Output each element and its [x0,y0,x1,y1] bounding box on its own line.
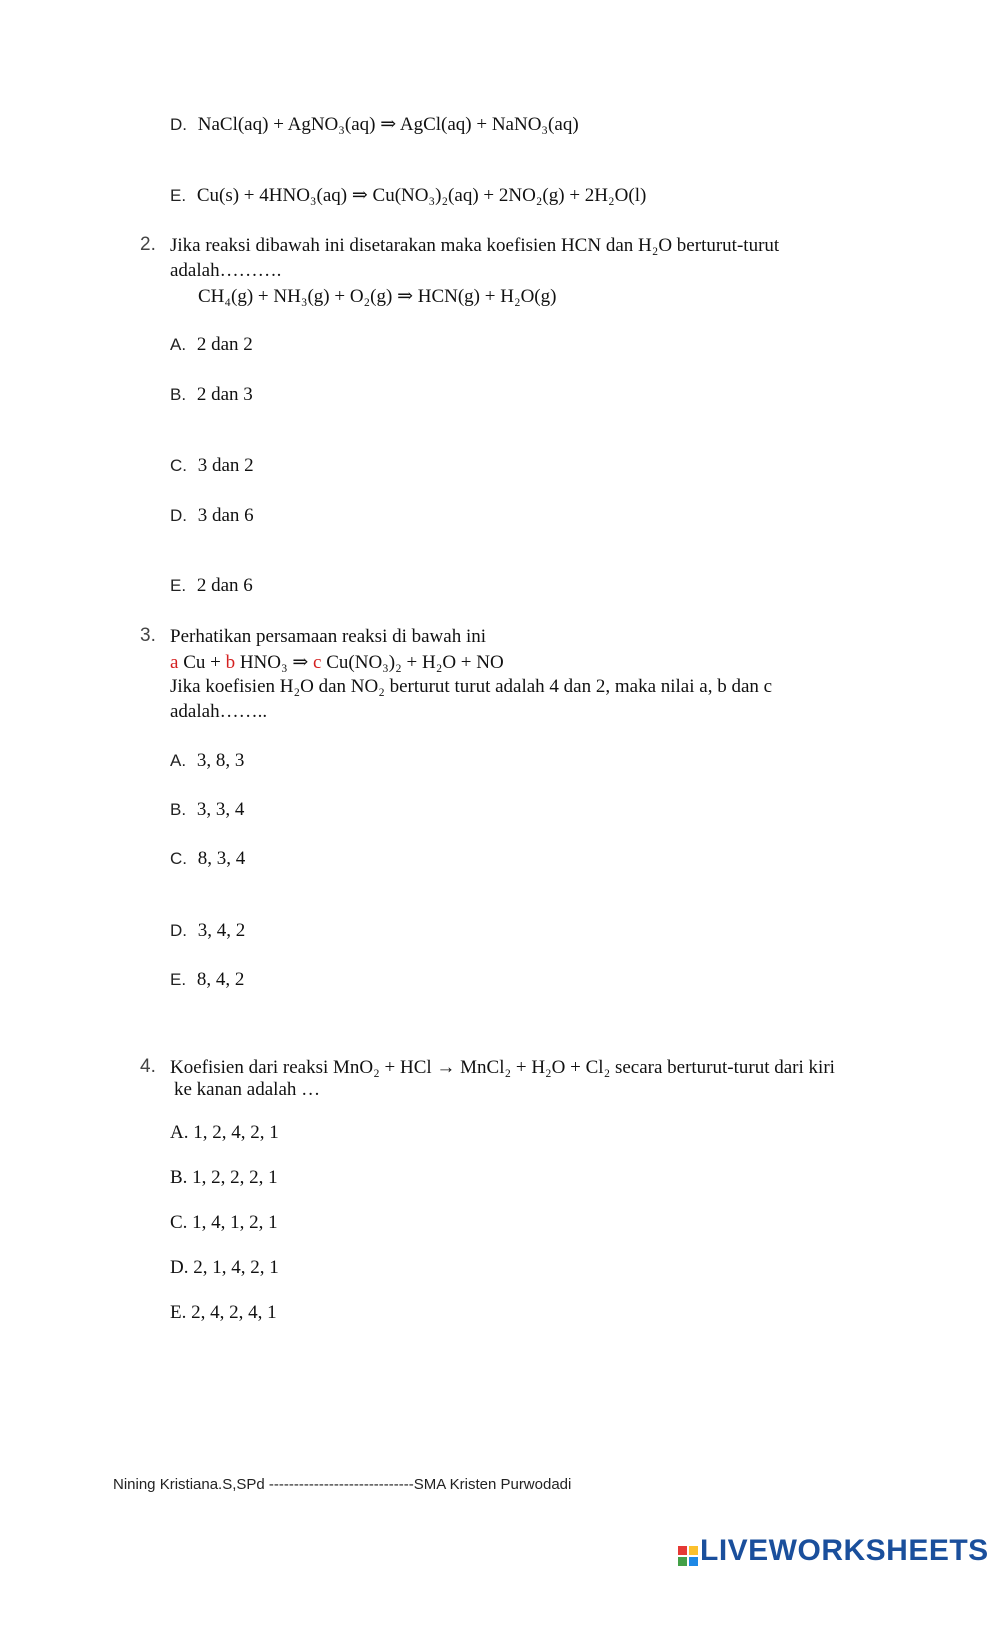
logo-square [689,1557,698,1566]
coef-a: a [170,652,179,673]
option-label: E. [170,970,187,989]
q4-option-e[interactable]: E. 2, 4, 2, 4, 1 [170,1302,277,1323]
q4-text-line2: ke kanan adalah … [174,1079,321,1100]
option-label: B. [170,385,187,404]
q3-text-line3: adalah…….. [170,701,268,722]
eq-part: HNO₃ ⇒ [239,652,309,673]
option-text: 3 dan 6 [197,505,254,526]
option-label: A. [170,751,187,770]
q2-option-c[interactable] [170,455,254,477]
q3-equation [170,651,504,674]
option-label: C. [170,456,187,475]
logo-grid-icon [678,1546,698,1566]
q1-option-d [170,113,579,136]
q2-text-line2: adalah………. [170,260,282,281]
option-label: D. [170,115,187,134]
logo-square [678,1546,687,1555]
q4-option-c[interactable]: C. 1, 4, 1, 2, 1 [170,1212,278,1233]
q1-option-e [170,184,646,207]
q3-option-c[interactable] [170,848,245,870]
option-text: 2 dan 3 [196,384,253,405]
q3-text-line2: Jika koefisien H₂O dan NO₂ berturut turut adalah 4 dan 2, maka nilai a, b dan c [170,676,773,697]
q2-option-a[interactable] [170,334,253,356]
option-text: Cu(s) + 4HNO₃(aq) ⇒ Cu(NO₃)₂(aq) + 2NO₂(g) + 2H₂O(l) [196,185,647,206]
q4-text-line1: Koefisien dari reaksi MnO₂ + HCl → MnCl₂ + H₂O + Cl₂ secara berturut-turut dari kiri [170,1057,835,1078]
q4-option-d[interactable]: D. 2, 1, 4, 2, 1 [170,1257,279,1278]
eq-part: Cu + [183,652,221,673]
option-text: 2 dan 2 [196,334,253,355]
q4-number: 4. [140,1056,156,1077]
option-text: 2 dan 6 [196,575,253,596]
q3-option-b[interactable] [170,799,244,821]
option-text: 3, 4, 2 [197,920,246,941]
q2-text-line1: Jika reaksi dibawah ini disetarakan maka koefisien HCN dan H₂O berturut-turut [170,235,780,256]
q2-option-d[interactable] [170,505,254,527]
option-label: B. [170,800,187,819]
q4-option-a[interactable]: A. 1, 2, 4, 2, 1 [170,1122,279,1143]
q2-option-b[interactable] [170,384,253,406]
q4-option-b[interactable]: B. 1, 2, 2, 2, 1 [170,1167,278,1188]
option-text: 8, 3, 4 [197,848,246,869]
logo-square [689,1546,698,1555]
q3-option-a[interactable] [170,750,244,772]
option-label: A. [170,335,187,354]
liveworksheets-logo[interactable] [678,1534,989,1568]
logo-square [678,1557,687,1566]
brand-name: LIVEWORKSHEETS [700,1534,989,1567]
option-label: D. [170,506,187,525]
option-label: E. [170,576,187,595]
option-text: 8, 4, 2 [196,969,245,990]
coef-c: c [313,652,322,673]
q3-text-line1: Perhatikan persamaan reaksi di bawah ini [170,626,487,647]
coef-b: b [225,652,236,673]
page-footer: Nining Kristiana.S,SPd -----------------------------SMA Kristen Purwodadi [113,1476,572,1493]
option-label: D. [170,921,187,940]
q2-option-e[interactable] [170,575,253,597]
option-label: C. [170,849,187,868]
option-text: 3, 3, 4 [196,799,245,820]
option-text: 3 dan 2 [197,455,254,476]
option-text: NaCl(aq) + AgNO₃(aq) ⇒ AgCl(aq) + NaNO₃(aq) [197,114,579,135]
q3-option-d[interactable] [170,920,245,942]
q2-equation: CH₄(g) + NH₃(g) + O₂(g) ⇒ HCN(g) + H₂O(g) [198,286,557,307]
q3-number: 3. [140,625,156,646]
q3-option-e[interactable] [170,969,244,991]
eq-part: Cu(NO₃)₂ + H₂O + NO [326,652,504,673]
q2-number: 2. [140,234,156,255]
option-label: E. [170,186,187,205]
option-text: 3, 8, 3 [196,750,245,771]
